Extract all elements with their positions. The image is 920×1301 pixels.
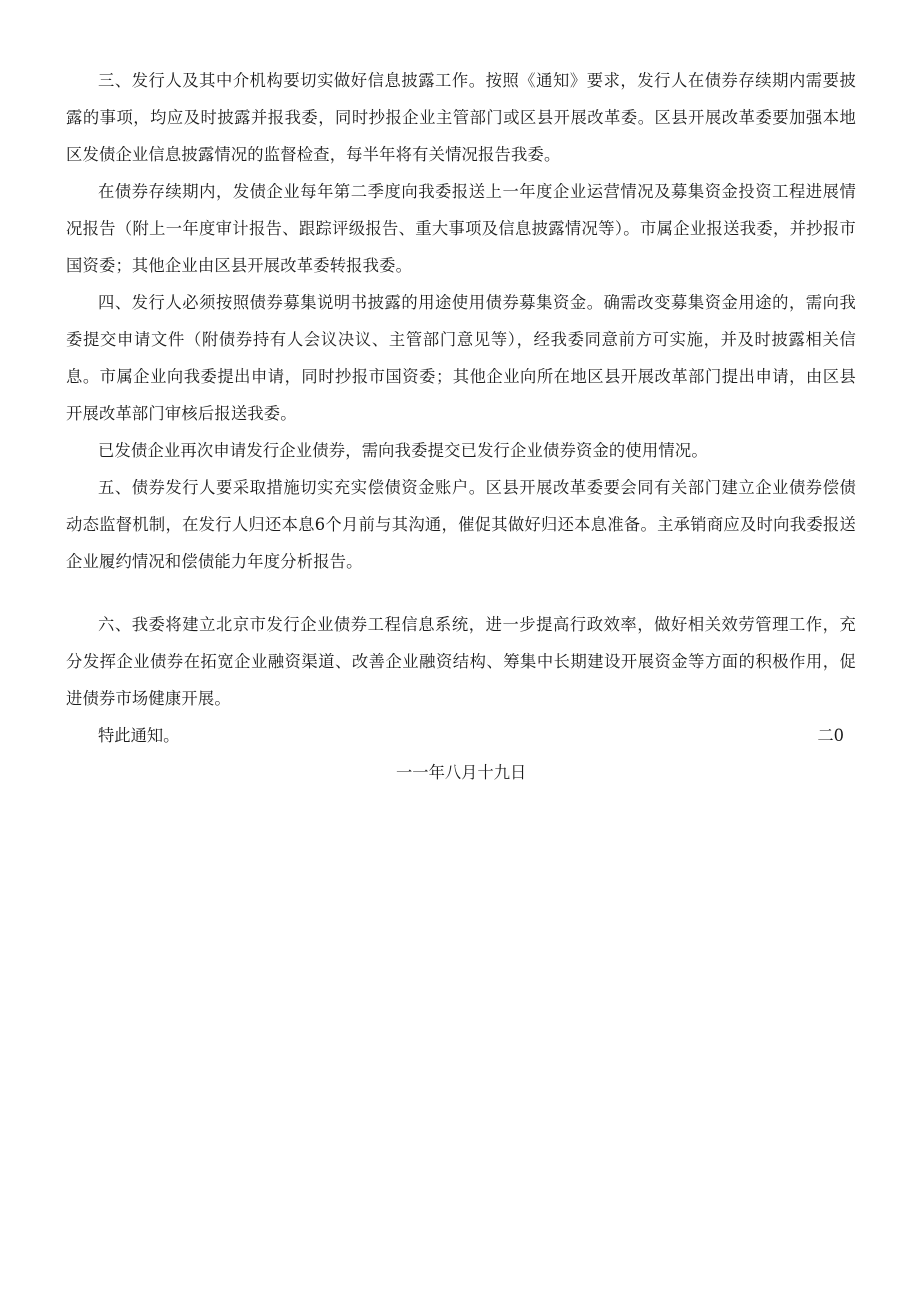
paragraph-gap xyxy=(66,580,856,606)
date-year-prefix: 二0 xyxy=(817,726,844,745)
date-text: 一一年八月十九日 xyxy=(396,763,527,782)
closing-row xyxy=(66,717,856,754)
date-line xyxy=(66,754,856,791)
paragraph-info-system: 六、我委将建立北京市发行企业债券工程信息系统，进一步提高行政效率，做好相关效劳管理工作，充分发挥企业债券在拓宽企业融资渠道、改善企业融资结构、筹集中长期建设开展资金等方面的积极作用，促进债券市场健康开展。 xyxy=(66,615,856,708)
paragraph-repayment: 五、债券发行人要采取措施切实充实偿债资金账户。区县开展改革委要会同有关部门建立企业债券偿债动态监督机制，在发行人归还本息6个月前与其沟通，催促其做好归还本息准备。主承销商应及时向我委报送企业履约情况和偿债能力年度分析报告。 xyxy=(66,478,856,571)
paragraph-reissue: 已发债企业再次申请发行企业债券，需向我委提交已发行企业债券资金的使用情况。 xyxy=(98,441,708,460)
paragraph-fund-usage: 四、发行人必须按照债券募集说明书披露的用途使用债券募集资金。确需改变募集资金用途的，需向我委提交申请文件（附债券持有人会议决议、主管部门意见等），经我委同意前方可实施，并及时披露相关信息。市属企业向我委提出申请，同时抄报市国资委；其他企业向所在地区县开展改革部门提出申请，由区县开展改革部门审核后报送我委。 xyxy=(66,293,856,423)
closing-text: 特此通知。 xyxy=(98,726,180,745)
paragraph-disclosure: 三、发行人及其中介机构要切实做好信息披露工作。按照《通知》要求，发行人在债券存续期内需要披露的事项，均应及时披露并报我委，同时抄报企业主管部门或区县开展改革委。区县开展改革委要加强本地区发债企业信息披露情况的监督检查，每半年将有关情况报告我委。 xyxy=(66,71,856,164)
paragraph-annual-report: 在债券存续期内，发债企业每年第二季度向我委报送上一年度企业运营情况及募集资金投资工程进展情况报告（附上一年度审计报告、跟踪评级报告、重大事项及信息披露情况等）。市属企业报送我委，并抄报市国资委；其他企业由区县开展改革委转报我委。 xyxy=(66,182,856,275)
document-body xyxy=(66,62,856,791)
